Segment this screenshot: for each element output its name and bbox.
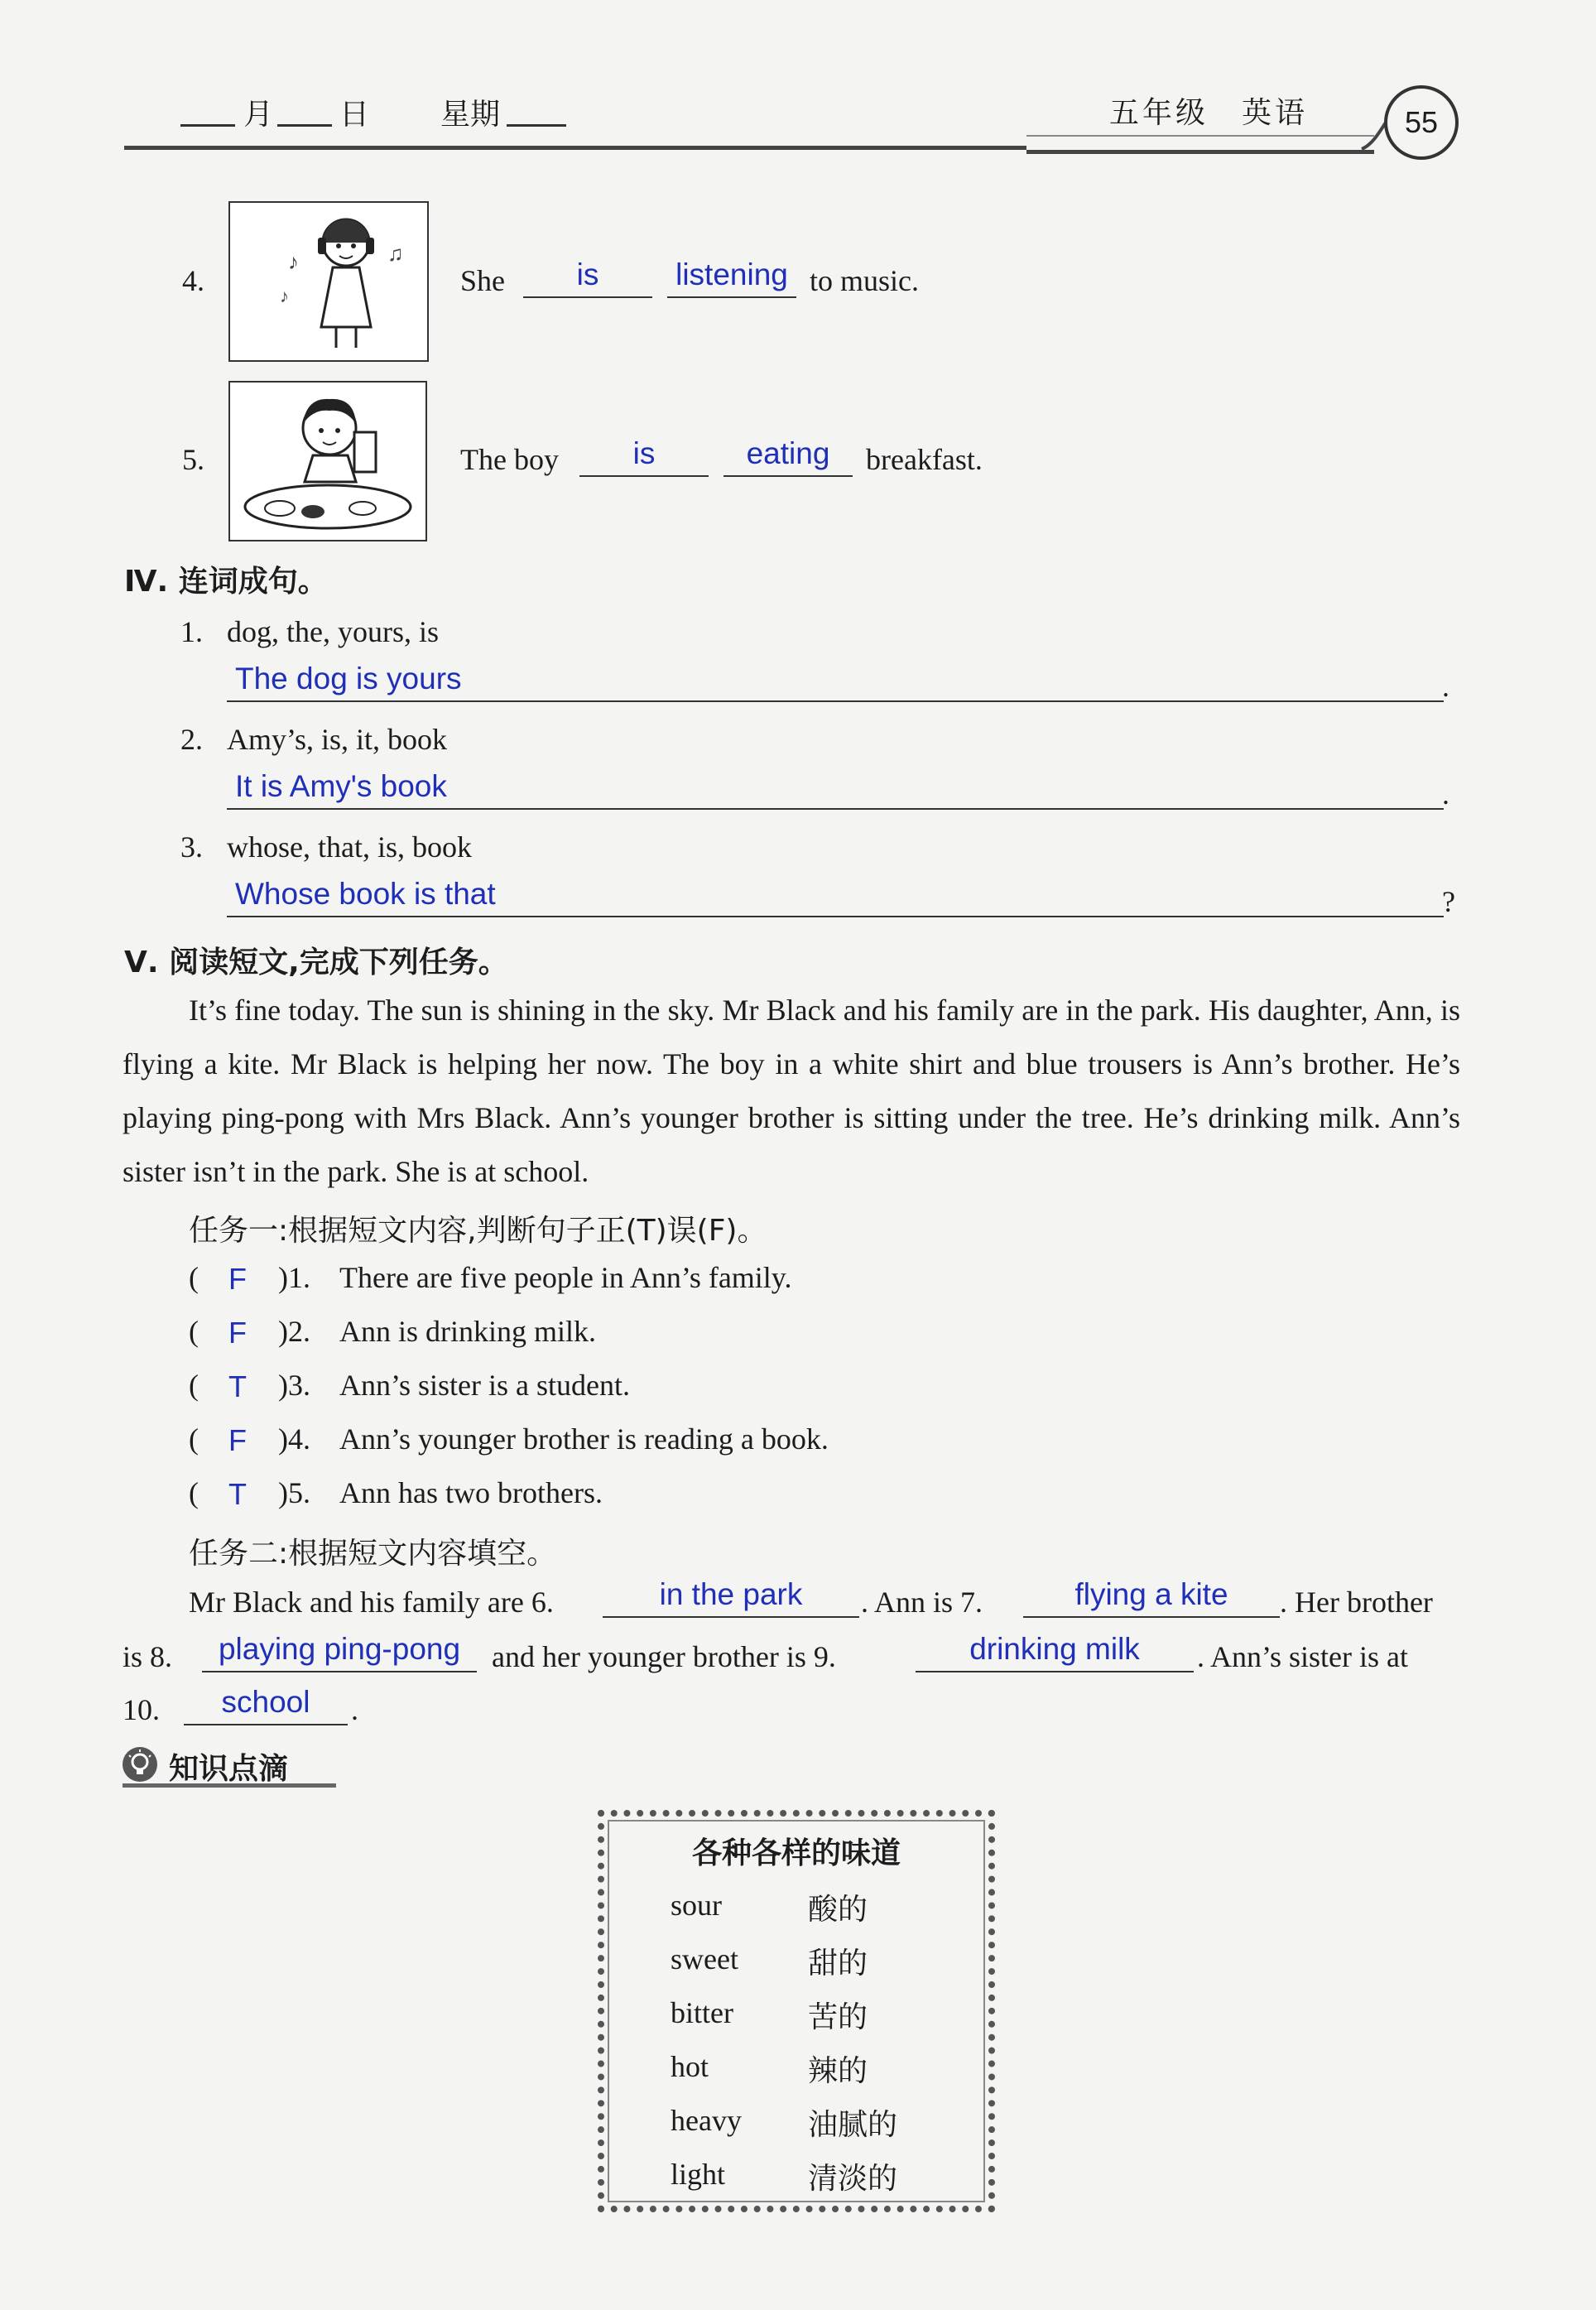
tf-statement: Ann has two brothers. [339, 1476, 603, 1509]
answer-blank-2[interactable]: eating [723, 437, 853, 477]
boy-eating-image [228, 381, 427, 541]
tf-answer[interactable]: F [228, 1262, 247, 1296]
scrambled-words: Amy’s, is, it, book [227, 723, 448, 756]
vocab-en: heavy [671, 2104, 742, 2137]
tf-answer[interactable]: F [228, 1316, 247, 1350]
scrambled-words: dog, the, yours, is [227, 615, 439, 648]
tf-number: )2. [278, 1315, 310, 1348]
weekday-blank [507, 124, 566, 127]
tf-number: )5. [278, 1476, 310, 1509]
tf-number: )1. [278, 1261, 310, 1294]
fill-blank-7[interactable]: flying a kite [1023, 1578, 1280, 1618]
tf-statement: There are five people in Ann’s family. [339, 1261, 792, 1294]
girl-headphones-icon [230, 203, 427, 360]
end-punctuation: . [1442, 670, 1449, 703]
item-number: 4. [182, 264, 204, 297]
sentence-start: She [460, 264, 505, 297]
open-paren: ( [189, 1476, 199, 1509]
vocab-zh: 辣的 [808, 2054, 868, 2088]
open-paren: ( [189, 1315, 199, 1348]
knowledge-label-bar [123, 1744, 336, 1788]
fill-text: Mr Black and his family are 6. [189, 1586, 554, 1619]
tf-statement: Ann’s younger brother is reading a book. [339, 1422, 829, 1456]
vocab-en: hot [671, 2050, 709, 2083]
sentence-answer-line[interactable]: The dog is yours [227, 662, 1444, 702]
month-label: 月 [243, 98, 274, 132]
section-5-title: Ⅴ. 阅读短文,完成下列任务。 [124, 946, 508, 979]
open-paren: ( [189, 1261, 199, 1294]
vocab-zh: 油腻的 [808, 2108, 898, 2142]
fill-blank-6[interactable]: in the park [603, 1578, 859, 1618]
vocab-zh: 甜的 [808, 1947, 868, 1980]
fill-blank-8[interactable]: playing ping-pong [202, 1633, 477, 1672]
sentence-start: The boy [460, 443, 559, 476]
fill-blank-9[interactable]: drinking milk [916, 1633, 1194, 1672]
fill-blank-10[interactable]: school [184, 1686, 348, 1725]
fill-text: is 8. [123, 1640, 173, 1673]
tf-statement: Ann is drinking milk. [339, 1315, 597, 1348]
sentence-answer-line[interactable]: Whose book is that [227, 878, 1444, 917]
item-number: 5. [182, 443, 204, 476]
end-punctuation: ? [1442, 885, 1455, 918]
header-rule-left [124, 146, 1026, 150]
svg-text:♪: ♪ [288, 250, 299, 274]
item-number: 3. [180, 830, 203, 864]
task-1-title: 任务一:根据短文内容,判断句子正(T)误(F)。 [189, 1214, 767, 1248]
open-paren: ( [189, 1422, 199, 1456]
month-blank [180, 124, 235, 127]
page-number-badge [1384, 85, 1459, 160]
fill-text: . [351, 1693, 358, 1726]
fill-text: and her younger brother is 9. [492, 1640, 836, 1673]
tf-answer[interactable]: F [228, 1423, 247, 1457]
vocab-en: bitter [671, 1996, 733, 2029]
open-paren: ( [189, 1369, 199, 1402]
vocab-zh: 清淡的 [808, 2162, 898, 2196]
flavor-vocab-box [598, 1810, 995, 2212]
subject-label: 英语 [1242, 96, 1309, 130]
section-4-title: Ⅳ. 连词成句。 [124, 565, 328, 599]
answer-blank-1[interactable]: is [579, 437, 709, 477]
svg-text:♪: ♪ [280, 286, 289, 306]
vocab-en: sweet [671, 1942, 738, 1976]
answer-blank-2[interactable]: listening [667, 258, 796, 298]
fill-text: 10. [123, 1693, 160, 1726]
vocab-zh: 苦的 [808, 2000, 868, 2034]
item-number: 1. [180, 615, 203, 648]
end-punctuation: . [1442, 777, 1449, 811]
fill-text: . Ann is 7. [861, 1586, 983, 1619]
day-label: 日 [339, 98, 370, 132]
sentence-end: breakfast. [866, 443, 983, 476]
tf-number: )4. [278, 1422, 310, 1456]
girl-listening-image [228, 201, 429, 362]
task-2-title: 任务二:根据短文内容填空。 [189, 1537, 557, 1571]
grade-label: 五年级 [1109, 96, 1209, 130]
vocab-en: sour [671, 1889, 722, 1922]
knowledge-label: 知识点滴 [169, 1752, 289, 1786]
tf-statement: Ann’s sister is a student. [339, 1369, 630, 1402]
sentence-end: to music. [810, 264, 919, 297]
item-number: 2. [180, 723, 203, 756]
tf-answer[interactable]: T [228, 1369, 247, 1403]
vocab-box-title: 各种各样的味道 [691, 1836, 901, 1870]
svg-text:♫: ♫ [387, 242, 404, 266]
answer-blank-1[interactable]: is [523, 258, 652, 298]
reading-passage: It’s fine today. The sun is shining in the sky. Mr Black and his family are in the park. His daughter, Ann, is flying a kite. Mr Black is helping her now. The boy in a white shirt and blue trousers is Ann’s brother. He’s playing ping-pong with Mrs Black. Ann’s younger brother is sitting under the tree. He’s drinking milk. Ann’s sister isn’t in the park. She is at school. [123, 994, 1460, 1188]
page-number: 55 [1404, 105, 1439, 139]
tf-answer[interactable]: T [228, 1477, 247, 1511]
header-rule-right [1026, 135, 1374, 154]
fill-text: . Ann’s sister is at [1197, 1640, 1409, 1673]
day-blank [277, 124, 332, 127]
scrambled-words: whose, that, is, book [227, 830, 472, 864]
tf-number: )3. [278, 1369, 310, 1402]
fill-text: . Her brother [1280, 1586, 1433, 1619]
vocab-zh: 酸的 [808, 1893, 868, 1927]
lightbulb-icon [123, 1747, 157, 1782]
sentence-answer-line[interactable]: It is Amy's book [227, 770, 1444, 810]
weekday-label: 星期 [440, 98, 501, 132]
boy-breakfast-icon [230, 383, 425, 540]
vocab-en: light [671, 2158, 726, 2191]
